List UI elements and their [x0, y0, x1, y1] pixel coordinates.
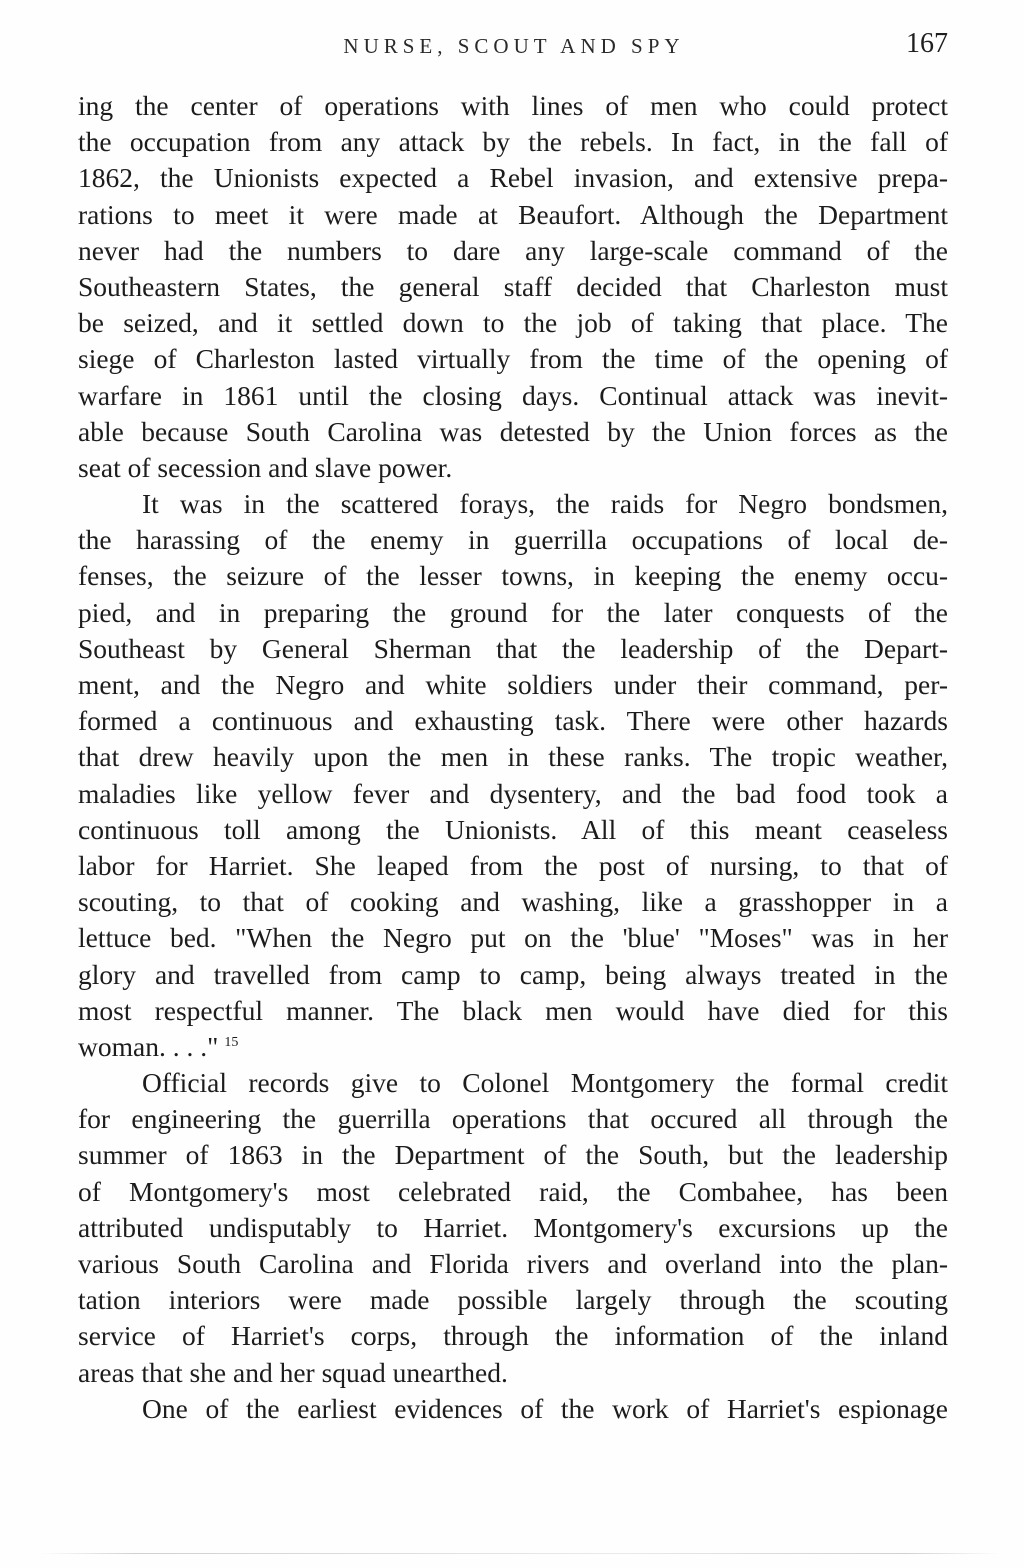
page-number: 167	[906, 28, 948, 59]
paragraph	[78, 1065, 948, 1391]
text-line: tation interiors were made possible largely through the scouting	[78, 1284, 948, 1316]
text-line: that drew heavily upon the men in these ranks. The tropic weather,	[78, 741, 948, 773]
paragraph	[78, 88, 948, 486]
text-line: service of Harriet's corps, through the information of the inland	[78, 1320, 948, 1352]
text-line: of Montgomery's most celebrated raid, the Combahee, has been	[78, 1175, 948, 1207]
text-line: It was in the scattered forays, the raids for Negro bondsmen,	[142, 488, 948, 520]
paragraph	[78, 486, 948, 1065]
text-line: 1862, the Unionists expected a Rebel invasion, and extensive prepa-	[78, 162, 948, 194]
text-line: ing the center of operations with lines of men who could protect	[78, 90, 948, 121]
text-line: for engineering the guerrilla operations that occured all through the	[78, 1103, 948, 1135]
text-line: Official records give to Colonel Montgomery the formal credit	[142, 1067, 948, 1099]
text-line: be seized, and it settled down to the job of taking that place. The	[78, 307, 948, 339]
text-line: the occupation from any attack by the rebels. In fact, in the fall of	[78, 126, 948, 158]
text-line	[78, 1029, 948, 1065]
running-head	[80, 28, 948, 64]
page-edge-shadow	[40, 1553, 1000, 1554]
text-line: most respectful manner. The black men would have died for this	[78, 994, 948, 1026]
text-line: never had the numbers to dare any large-scale command of the	[78, 234, 948, 266]
text-line: continuous toll among the Unionists. All of this meant ceaseless	[78, 813, 948, 845]
text-line: rations to meet it were made at Beaufort. Although the Department	[78, 198, 948, 230]
text-line: lettuce bed. "When the Negro put on the 'blue' "Moses" was in her	[78, 922, 948, 954]
text-line: pied, and in preparing the ground for the later conquests of the	[78, 596, 948, 628]
text-line: areas that she and her squad unearthed.	[78, 1356, 508, 1388]
text-line-content: woman. . . ."	[78, 1030, 219, 1062]
text-line: Southeastern States, the general staff decided that Charleston must	[78, 270, 948, 302]
text-line: formed a continuous and exhausting task. There were other hazards	[78, 705, 948, 737]
text-line: ment, and the Negro and white soldiers under their command, per-	[78, 669, 948, 700]
text-line: various South Carolina and Florida rivers and overland into the plan-	[78, 1248, 948, 1279]
text-line: maladies like yellow fever and dysentery, and the bad food took a	[78, 777, 948, 809]
text-line: able because South Carolina was detested by the Union forces as the	[78, 415, 948, 447]
text-line: labor for Harriet. She leaped from the post of nursing, to that of	[78, 849, 948, 881]
paragraph	[78, 1391, 948, 1427]
text-line: Southeast by General Sherman that the leadership of the Depart-	[78, 632, 948, 664]
text-line: seat of secession and slave power.	[78, 451, 453, 483]
text-line: summer of 1863 in the Department of the South, but the leadership	[78, 1139, 948, 1171]
text-line: warfare in 1861 until the closing days. Continual attack was inevit-	[78, 379, 948, 411]
text-line: attributed undisputably to Harriet. Montgomery's excursions up the	[78, 1211, 948, 1243]
text-line: glory and travelled from camp to camp, being always treated in the	[78, 958, 948, 990]
text-line: the harassing of the enemy in guerrilla occupations of local de-	[78, 524, 948, 556]
running-title: NURSE, SCOUT AND SPY	[343, 34, 685, 58]
text-line: siege of Charleston lasted virtually from the time of the opening of	[78, 343, 948, 375]
body-text	[78, 88, 948, 1427]
text-line: scouting, to that of cooking and washing, like a grasshopper in a	[78, 886, 948, 918]
footnote-reference: 15	[224, 1034, 239, 1050]
text-line: One of the earliest evidences of the work of Harriet's espionage	[142, 1392, 948, 1424]
text-line: fenses, the seizure of the lesser towns, in keeping the enemy occu-	[78, 560, 948, 592]
